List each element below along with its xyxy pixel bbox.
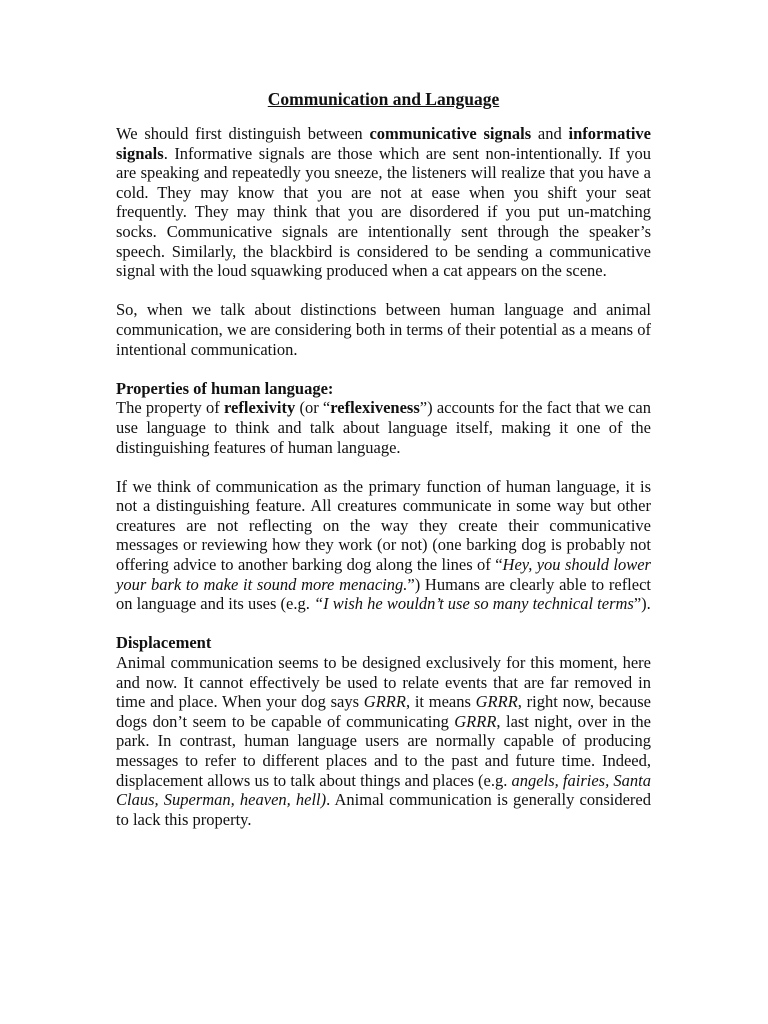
term-reflexivity: reflexivity xyxy=(224,398,296,418)
quote-technical-terms: “I wish he wouldn’t use so many technical terms xyxy=(313,594,634,614)
text-span: , it means xyxy=(405,692,476,712)
section-heading-properties: Properties of human language: xyxy=(116,378,334,398)
text-span: If we think of communication as the primary function of human language, it is not a distinguishing feature. All creatures communicate in some way but other creatures are not reflecting on the way they create their communicative messages or reviewing how they work (or not) (one barking dog is probably not offering advice to another barking dog along the lines of “ xyxy=(116,476,651,575)
text-span: , last night, over in the park. In contrast, human language users are normally capable of producing messages to refer to different places and to the past and future time. Indeed, displacement allows us to talk about things and places (e.g. xyxy=(116,711,651,790)
section-heading-displacement: Displacement xyxy=(116,633,212,653)
text-span: and xyxy=(531,124,569,143)
text-span: (or “ xyxy=(295,398,331,418)
text-span: We should first distinguish between xyxy=(116,124,370,143)
quote-bark: Hey, you should lower your bark to make it sound more menacing. xyxy=(116,555,651,594)
term-informative-signals: informative signals xyxy=(116,124,651,163)
text-span: ”) accounts for the fact that we can use language to think and talk about language itself, making it one of the distinguishing features of human language. xyxy=(116,398,651,457)
paragraph-reflexivity xyxy=(116,379,651,457)
term-reflexiveness: reflexiveness xyxy=(330,398,420,418)
text-span: , right now, because dogs don’t seem to be capable of communicating xyxy=(116,692,651,731)
term-communicative-signals: communicative signals xyxy=(369,124,532,143)
text-span: . Informative signals are those which are sent non-intentionally. If you are speaking and repeatedly you sneeze, the listeners will realize that you have a cold. They may know that you are not at ease when you shift your seat frequently. They may think that you are disordered if you put un-matching socks. Communicative signals are intentionally sent through the speaker’s speech. Similarly, the blackbird is considered to be sending a communicative signal with the loud squawking produced when a cat appears on the scene. xyxy=(116,143,651,281)
text-span: ”) Humans are clearly able to reflect on language and its uses (e.g. xyxy=(116,574,651,614)
italic-grrr: GRRR xyxy=(363,692,406,712)
page-title: Communication and Language xyxy=(267,89,500,109)
text-span: ”). xyxy=(633,594,651,614)
italic-examples: angels, fairies, Santa Claus, Superman, heaven, hell) xyxy=(116,770,651,810)
document-page xyxy=(116,88,651,849)
paragraph-signals xyxy=(116,124,651,281)
italic-grrr: GRRR xyxy=(454,711,497,731)
italic-grrr: GRRR xyxy=(475,692,518,712)
paragraph-intentional: So, when we talk about distinctions between human language and animal communication, we are considering both in terms of their potential as a means of intentional communication. xyxy=(116,300,651,359)
text-span: Animal communication seems to be designed exclusively for this moment, here and now. It cannot effectively be used to relate events that are far removed in time and place. When your dog says xyxy=(116,653,651,712)
paragraph-displacement xyxy=(116,633,651,829)
text-span: . Animal communication is generally considered to lack this property. xyxy=(116,790,651,829)
text-span: The property of xyxy=(116,398,225,418)
paragraph-communication-function xyxy=(116,477,651,614)
